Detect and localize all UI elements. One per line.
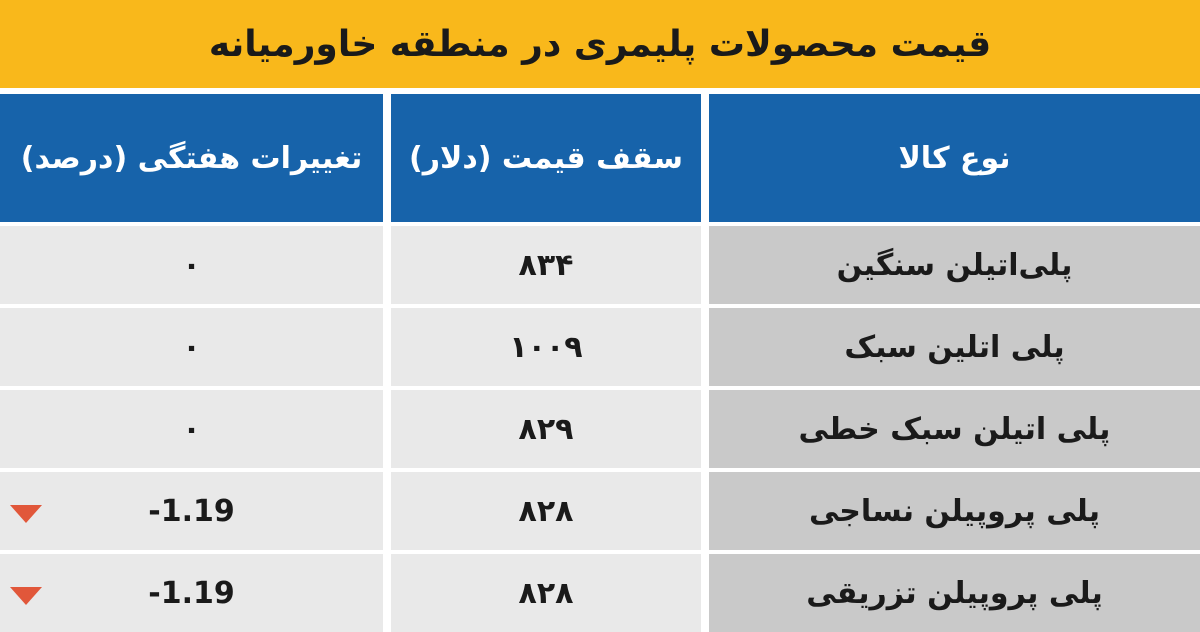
table-row xyxy=(0,390,1200,468)
header-price-cap: سقف قیمت (دلار) xyxy=(391,94,701,222)
table-title: قیمت محصولات پلیمری در منطقه خاورمیانه xyxy=(208,23,992,65)
table-row xyxy=(0,554,1200,632)
change-value: -1.19 xyxy=(148,575,235,611)
change-cell xyxy=(0,308,383,386)
product-name: پلی‌اتیلن سنگین xyxy=(709,226,1200,304)
change-value: -1.19 xyxy=(148,493,235,529)
product-name: پلی پروپیلن نساجی xyxy=(709,472,1200,550)
title-bar xyxy=(0,0,1200,88)
change-value: ۰ xyxy=(182,247,201,283)
product-name: پلی پروپیلن تزریقی xyxy=(709,554,1200,632)
product-name: پلی اتیلن سبک خطی xyxy=(709,390,1200,468)
header-product: نوع کالا xyxy=(709,94,1200,222)
price-value: ۸۲۸ xyxy=(391,472,701,550)
table-header-row xyxy=(0,94,1200,222)
triangle-down-icon xyxy=(10,587,42,605)
price-value: ۸۲۸ xyxy=(391,554,701,632)
change-cell xyxy=(0,472,383,550)
table-row xyxy=(0,308,1200,386)
change-value: ۰ xyxy=(182,329,201,365)
header-weekly-change: تغییرات هفتگی (درصد) xyxy=(0,94,383,222)
change-cell xyxy=(0,554,383,632)
price-value: ۸۳۴ xyxy=(391,226,701,304)
change-value: ۰ xyxy=(182,411,201,447)
triangle-down-icon xyxy=(10,505,42,523)
change-cell xyxy=(0,226,383,304)
price-table xyxy=(0,94,1200,632)
price-value: ۱۰۰۹ xyxy=(391,308,701,386)
price-value: ۸۲۹ xyxy=(391,390,701,468)
table-row xyxy=(0,226,1200,304)
change-cell xyxy=(0,390,383,468)
table-row xyxy=(0,472,1200,550)
product-name: پلی اتلین سبک xyxy=(709,308,1200,386)
